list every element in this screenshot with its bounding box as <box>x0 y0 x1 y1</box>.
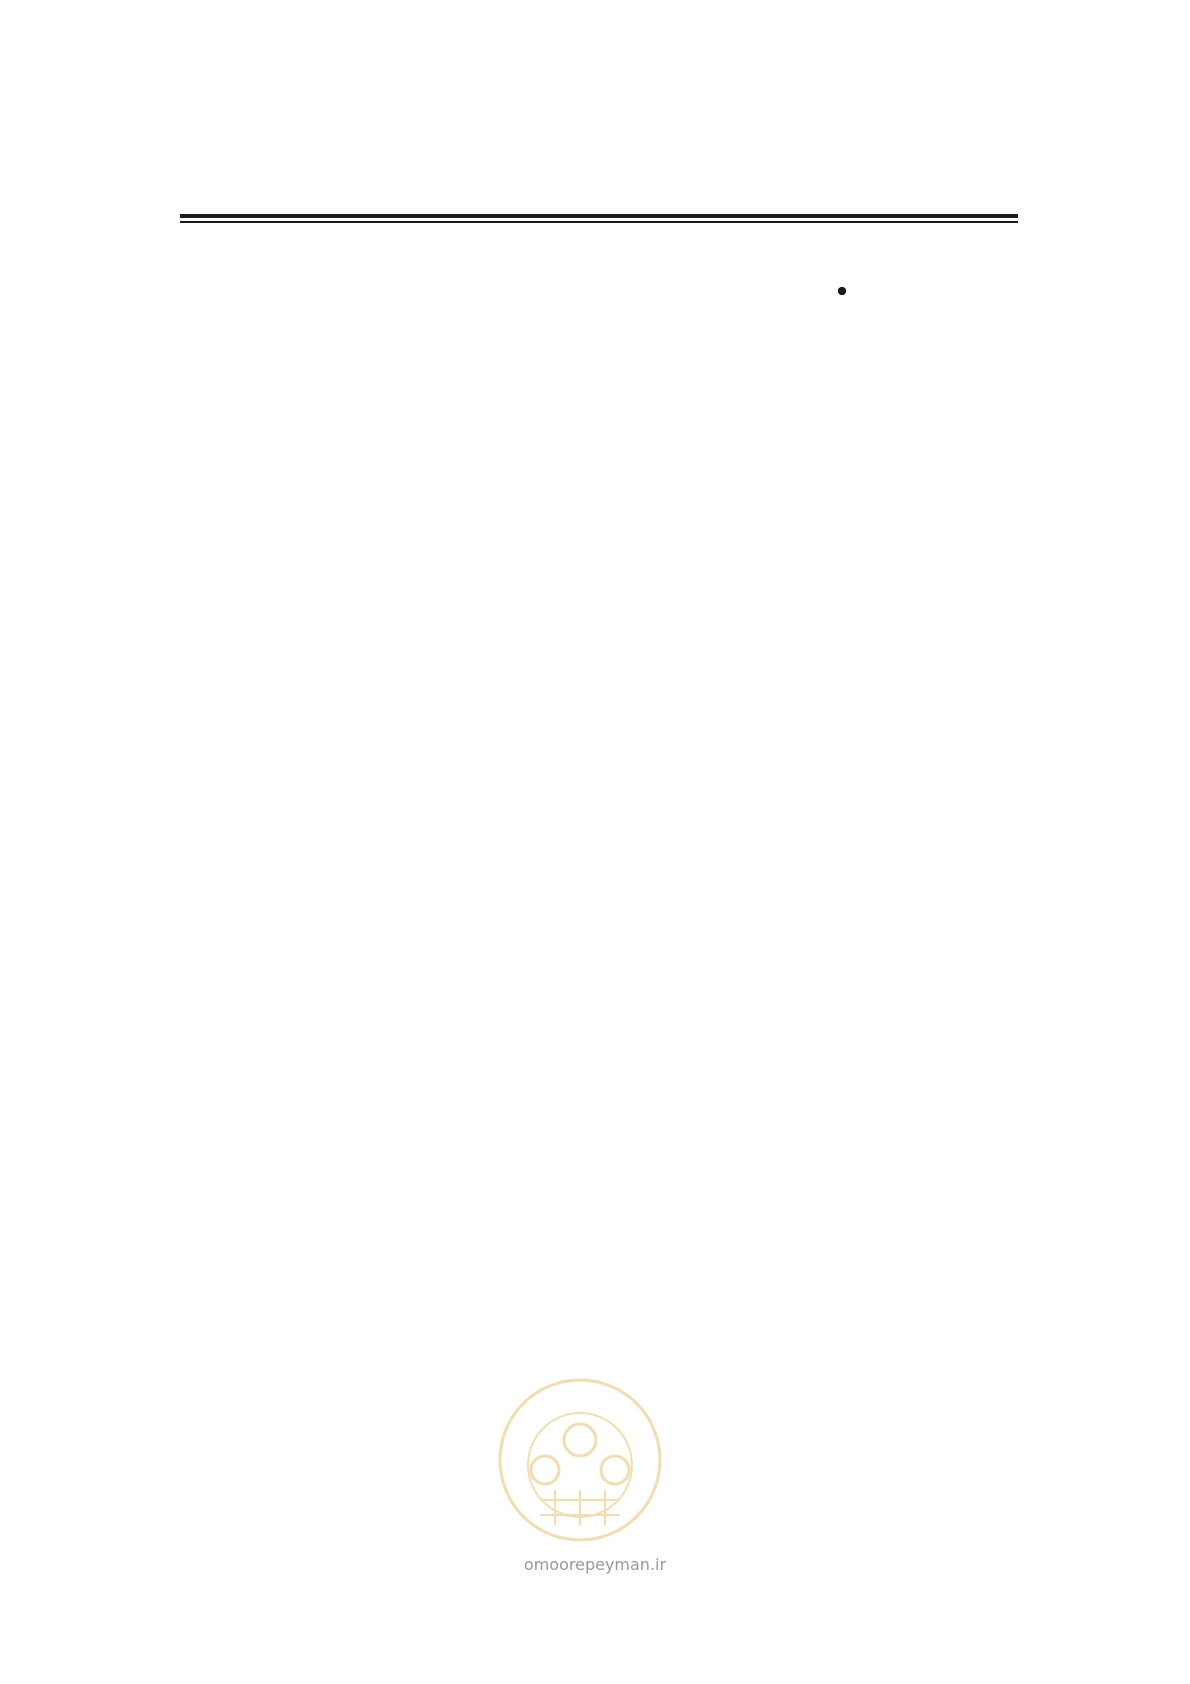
watermark-logo <box>490 1370 670 1550</box>
header-rule-thin <box>180 221 1018 223</box>
header-rule-thick <box>180 214 1018 218</box>
page-header <box>180 178 1018 208</box>
page-body <box>180 268 1018 286</box>
watermark-site: omoorepeyman.ir <box>523 1555 667 1574</box>
